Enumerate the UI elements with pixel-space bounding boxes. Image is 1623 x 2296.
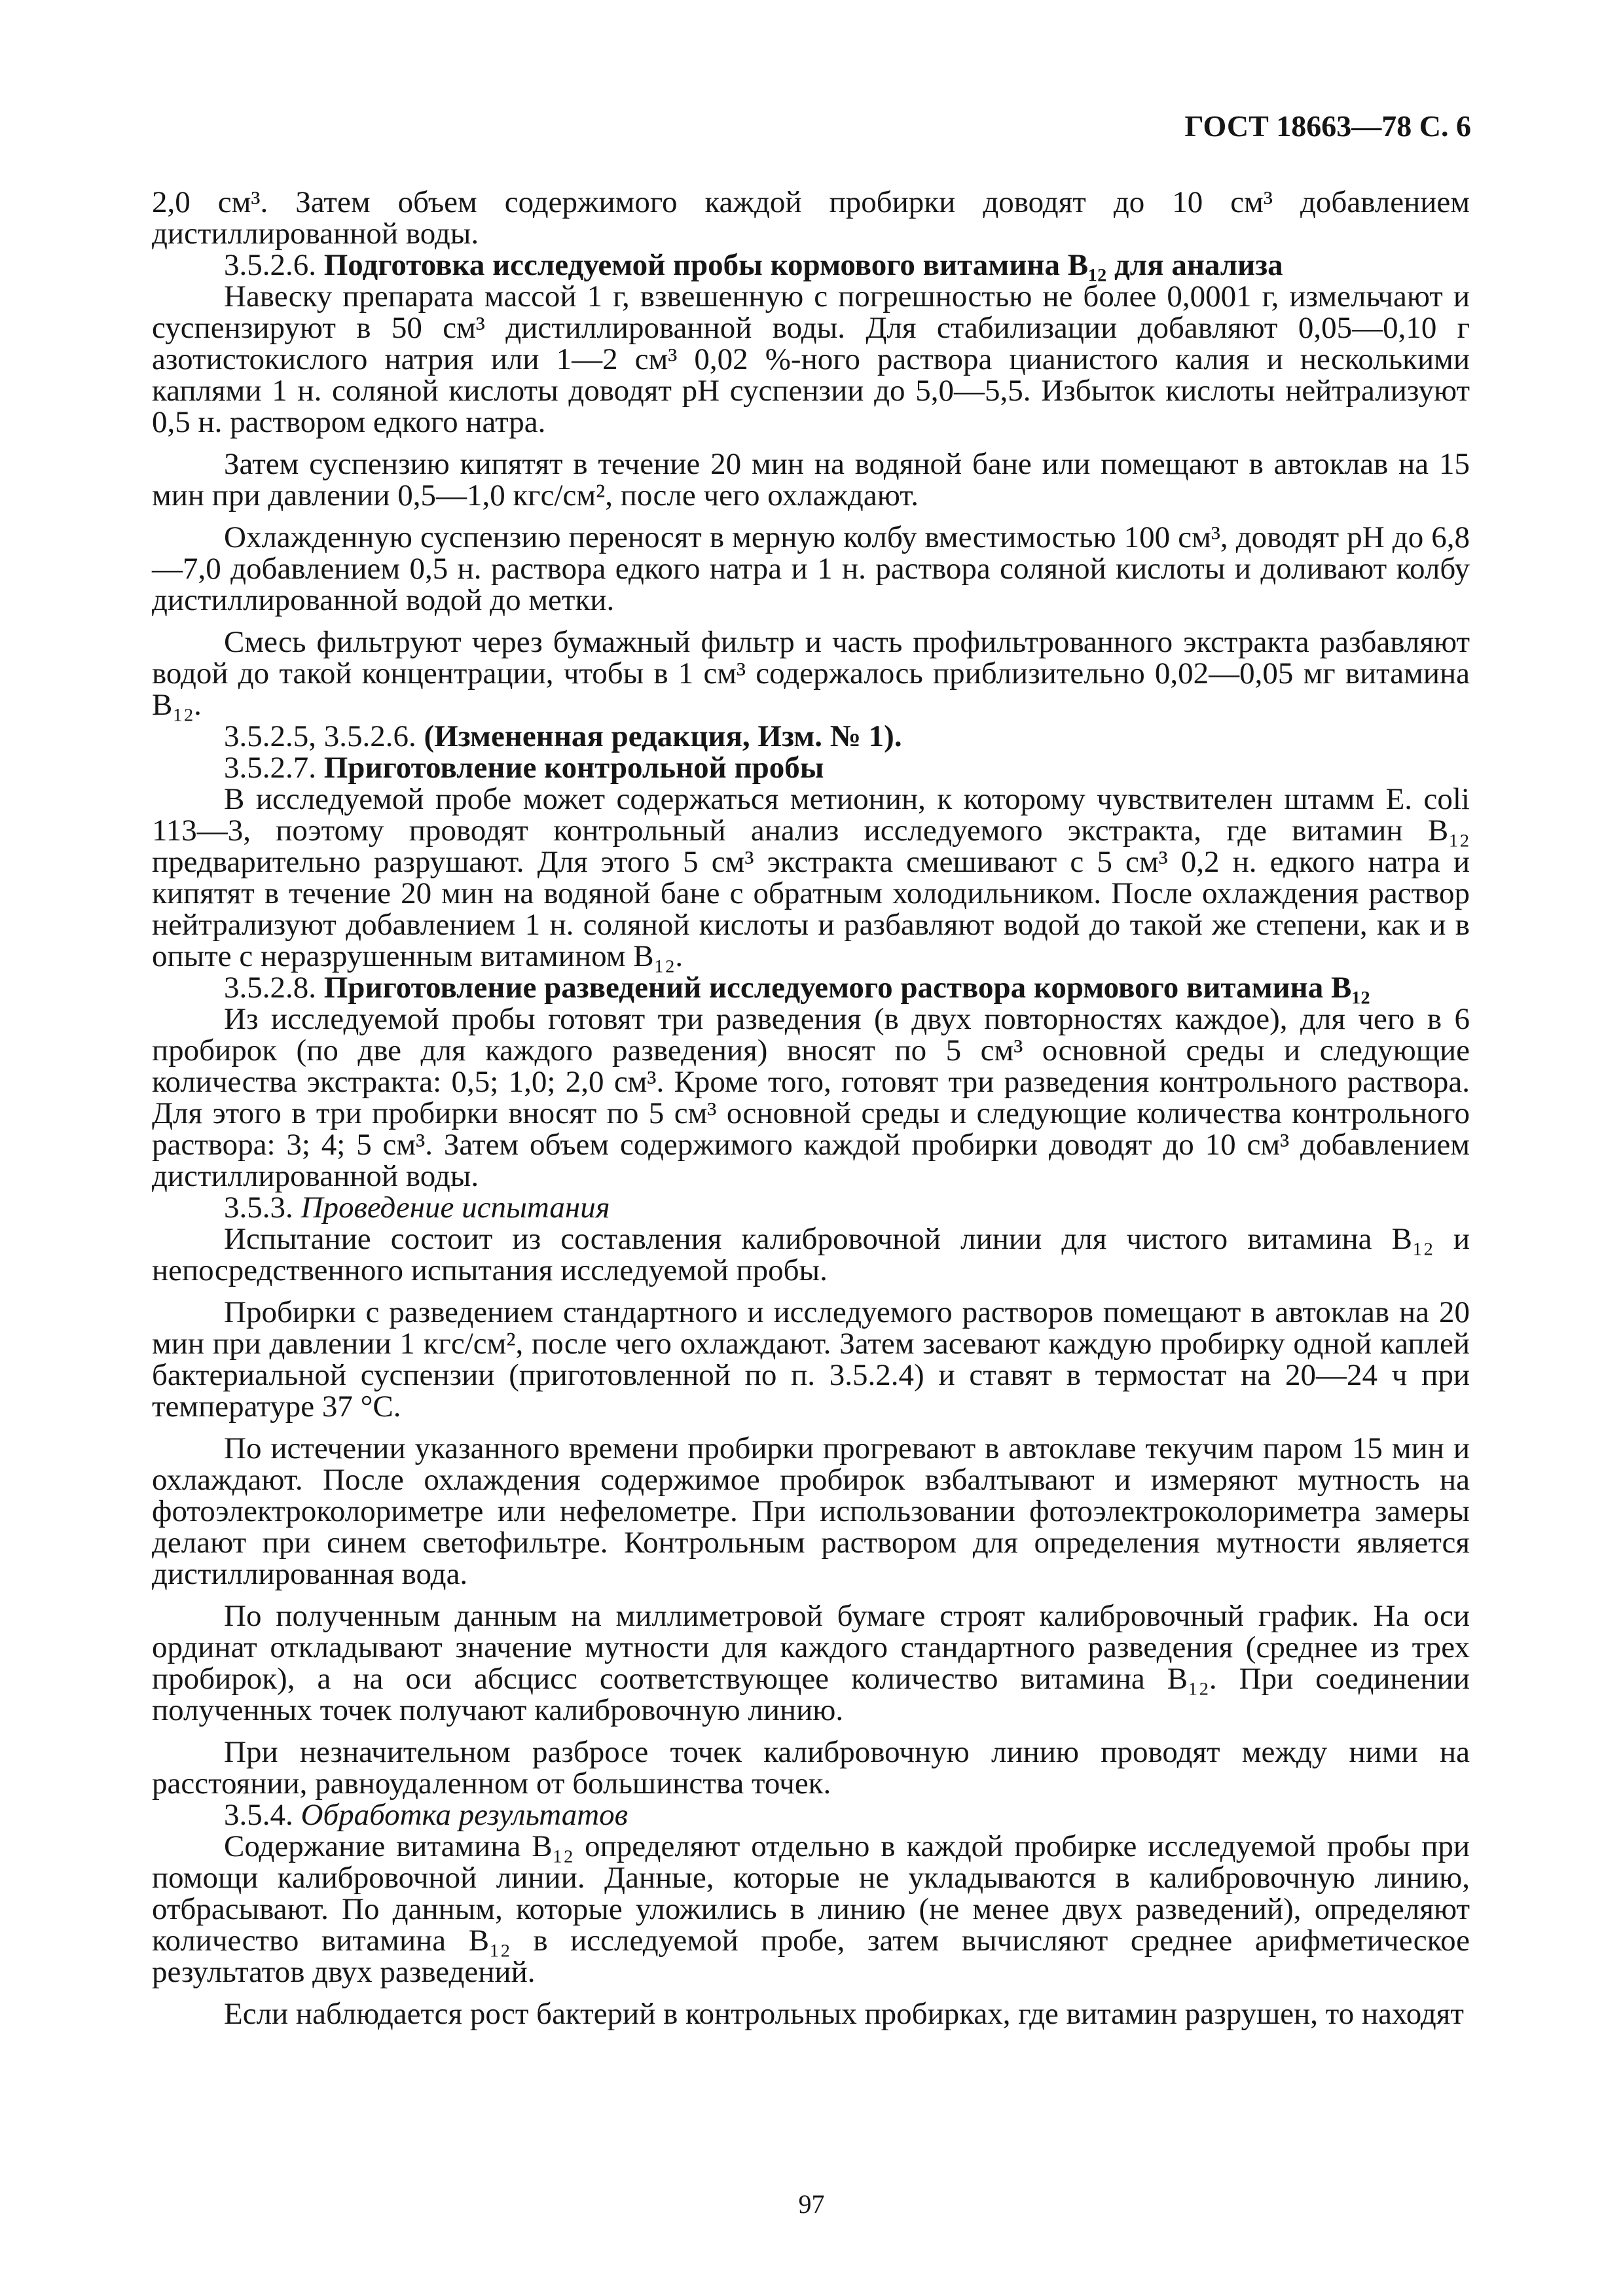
paragraph: При незначительном разбросе точек калибровочную линию проводят между ними на расстоянии, равноудаленном от большинства точек. — [152, 1735, 1470, 1801]
amendment-number: 3.5.2.5, 3.5.2.6. — [224, 719, 416, 753]
section-heading-3-5-2-7 — [152, 752, 1470, 783]
paragraph: По истечении указанного времени пробирки прогревают в автоклаве текучим паром 15 мин и охлаждают. После охлаждения содержимое пробирок взбалтывают и измеряют мутность на фотоэлектроколориметре или нефелометре. При использовании фотоэлектроколориметра замеры делают при синем светофильтре. Контрольным раствором для определения мутности является дистиллированная вода. — [152, 1431, 1470, 1591]
paragraph: Затем суспензию кипятят в течение 20 мин на водяной бане или помещают в автоклав на 15 мин при давлении 0,5—1,0 кгс/см², после чего охлаждают. — [152, 447, 1470, 512]
section-title: Обработка результатов — [301, 1798, 629, 1832]
paragraph: Навеску препарата массой 1 г, взвешенную с погрешностью не более 0,0001 г, измельчают и суспензируют в 50 см³ дистиллированной воды. Для стабилизации добавляют 0,05—0,10 г азотистокислого натрия или 1—2 см³ 0,02 %-ного раствора цианистого калия и несколькими каплями 1 н. соляной кислоты доводят pH суспензии до 5,0—5,5. Избыток кислоты нейтрализуют 0,5 н. раствором едкого натра. — [152, 279, 1470, 439]
section-heading-3-5-3 — [152, 1192, 1470, 1223]
paragraph-continuation: 2,0 см³. Затем объем содержимого каждой пробирки доводят до 10 см³ добавлением дистиллированной воды. — [152, 185, 1470, 251]
amendment-text: (Измененная редакция, Изм. № 1). — [424, 719, 902, 753]
section-number: 3.5.2.7. — [224, 751, 316, 785]
section-number: 3.5.4. — [224, 1798, 293, 1832]
section-number: 3.5.2.8. — [224, 971, 316, 1005]
section-number: 3.5.2.6. — [224, 248, 316, 282]
paragraph: Пробирки с разведением стандартного и исследуемого растворов помещают в автоклав на 20 мин при давлении 1 кгс/см², после чего охлаждают. Затем засевают каждую пробирку одной каплей бактериальной суспензии (приготовленной по п. 3.5.2.4) и ставят в термостат на 20—24 ч при температуре 37 °C. — [152, 1295, 1470, 1424]
section-heading-3-5-4 — [152, 1799, 1470, 1831]
section-heading-3-5-2-8 — [152, 972, 1470, 1003]
paragraph: По полученным данным на миллиметровой бумаге строят калибровочный график. На оси ординат откладывают значение мутности для каждого стандартного разведения (среднее из трех пробирок), а на оси абсцисс соответствующее количество витамина B₁₂. При соединении полученных точек получают калибровочную линию. — [152, 1599, 1470, 1727]
section-number: 3.5.3. — [224, 1191, 293, 1225]
page-number: 97 — [798, 2189, 825, 2219]
section-title: Подготовка исследуемой пробы кормового витамина B₁₂ для анализа — [323, 248, 1283, 282]
paragraph: Смесь фильтруют через бумажный фильтр и часть профильтрованного экстракта разбавляют водой до такой концентрации, чтобы в 1 см³ содержалось приблизительно 0,02—0,05 мг витамина B₁₂. — [152, 625, 1470, 722]
paragraph: Содержание витамина B₁₂ определяют отдельно в каждой пробирке исследуемой пробы при помощи калибровочной линии. Данные, которые не укладываются в калибровочную линию, отбрасывают. По данным, которые уложились в линию (не менее двух разведений), определяют количество витамина B₁₂ в исследуемой пробе, затем вычисляют среднее арифметическое результатов двух разведений. — [152, 1829, 1470, 1989]
paragraph: Если наблюдается рост бактерий в контрольных пробирках, где витамин разрушен, то находят — [224, 1997, 1464, 2031]
paragraph: В исследуемой пробе может содержаться метионин, к которому чувствителен штамм E. coli 113—3, поэтому проводят контрольный анализ исследуемого экстракта, где витамин B₁₂ предварительно разрушают. Для этого 5 см³ экстракта смешивают с 5 см³ 0,2 н. едкого натра и кипятят в течение 20 мин на водяной бане с обратным холодильником. После охлаждения раствор нейтрализуют добавлением 1 н. соляной кислоты и разбавляют водой до такой же степени, как и в опыте с неразрушенным витамином B₁₂. — [152, 782, 1470, 973]
page-header: ГОСТ 18663—78 С. 6 — [1184, 109, 1471, 143]
section-title: Приготовление разведений исследуемого раствора кормового витамина B₁₂ — [323, 971, 1370, 1005]
section-title: Проведение испытания — [301, 1191, 610, 1225]
document-body — [152, 187, 1470, 2030]
section-heading-3-5-2-6 — [152, 249, 1470, 281]
section-title: Приготовление контрольной пробы — [323, 751, 824, 785]
paragraph: Испытание состоит из составления калибровочной линии для чистого витамина B₁₂ и непосредственного испытания исследуемой пробы. — [152, 1222, 1470, 1287]
paragraph: Из исследуемой пробы готовят три разведения (в двух повторностях каждое), для чего в 6 пробирок (по две для каждого разведения) вносят по 5 см³ основной среды и следующие количества экстракта: 0,5; 1,0; 2,0 см³. Кроме того, готовят три разведения контрольного раствора. Для этого в три пробирки вносят по 5 см³ основной среды и следующие количества контрольного раствора: 3; 4; 5 см³. Затем объем содержимого каждой пробирки доводят до 10 см³ добавлением дистиллированной воды. — [152, 1002, 1470, 1193]
paragraph: Охлажденную суспензию переносят в мерную колбу вместимостью 100 см³, доводят pH до 6,8—7,0 добавлением 0,5 н. раствора едкого натра и 1 н. раствора соляной кислоты и доливают колбу дистиллированной водой до метки. — [152, 520, 1470, 617]
amendment-note — [152, 721, 1470, 752]
